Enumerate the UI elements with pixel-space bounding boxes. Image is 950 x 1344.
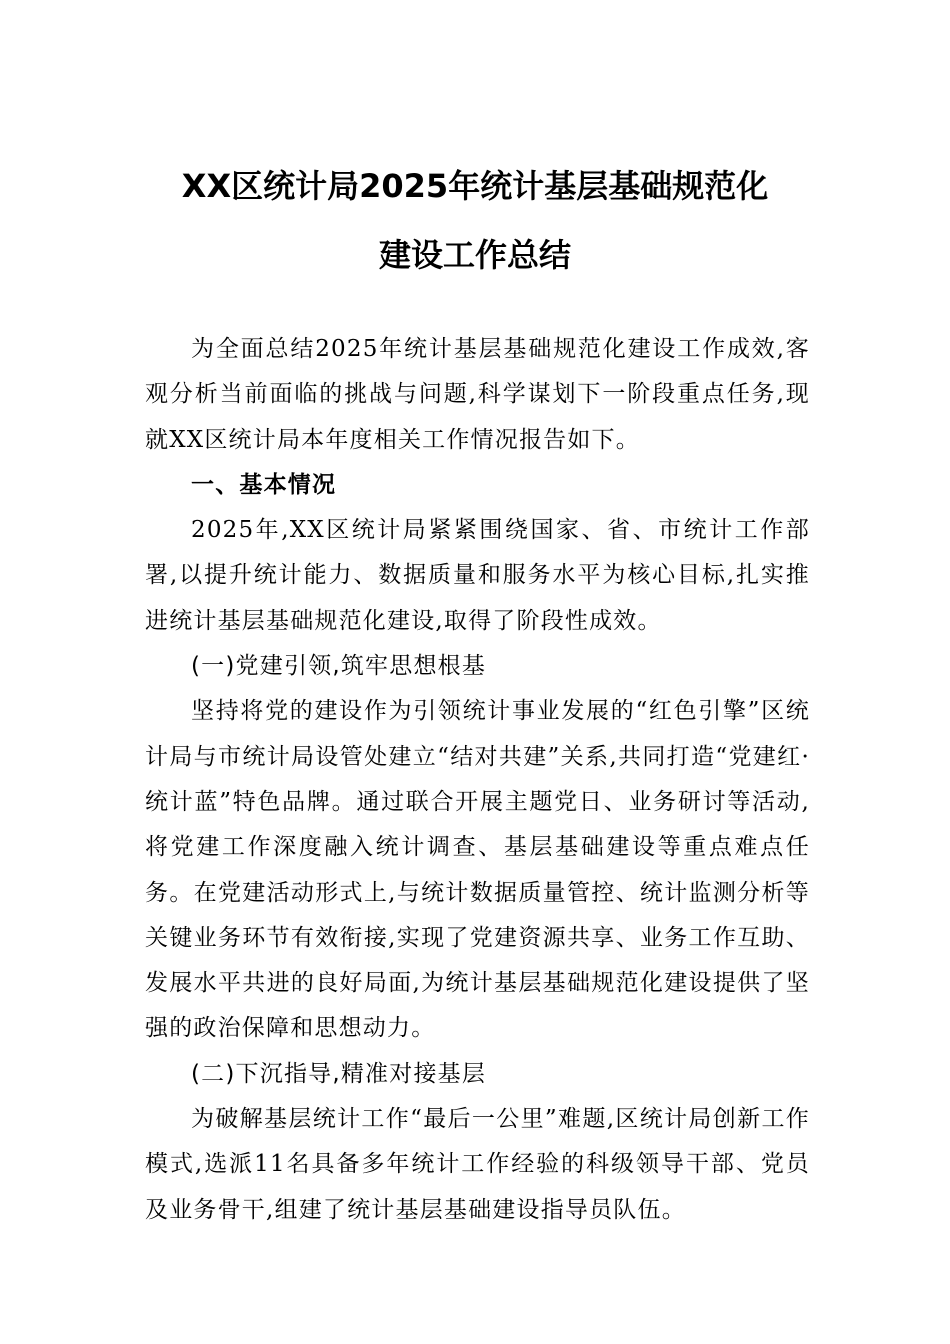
body-paragraph: 为破解基层统计工作“最后一公里”难题,区统计局创新工作模式,选派11名具备多年统计工作经验的科级领导干部、党员及业务骨干,组建了统计基层基础建设指导员队伍。 bbox=[145, 1106, 810, 1223]
document-title-line-1: XX区统计局2025年统计基层基础规范化 bbox=[181, 167, 769, 205]
document-body bbox=[145, 327, 810, 1233]
subsection-heading: (二)下沉指导,精准对接基层 bbox=[191, 1060, 487, 1087]
document-title-line-2: 建设工作总结 bbox=[378, 236, 571, 274]
subsection-heading: (一)党建引领,筑牢思想根基 bbox=[191, 653, 487, 680]
intro-paragraph: 为全面总结2025年统计基层基础规范化建设工作成效,客观分析当前面临的挑战与问题,科学谋划下一阶段重点任务,现就XX区统计局本年度相关工作情况报告如下。 bbox=[145, 336, 810, 453]
body-paragraph: 2025年,XX区统计局紧紧围绕国家、省、市统计工作部署,以提升统计能力、数据质量和服务水平为核心目标,扎实推进统计基层基础规范化建设,取得了阶段性成效。 bbox=[145, 517, 810, 634]
body-paragraph: 坚持将党的建设作为引领统计事业发展的“红色引擎”区统计局与市统计局设管处建立“结对共建”关系,共同打造“党建红·统计蓝”特色品牌。通过联合开展主题党日、业务研讨等活动,将党建工作深度融入统计调查、基层基础建设等重点难点任务。在党建活动形式上,与统计数据质量管控、统计监测分析等关键业务环节有效衔接,实现了党建资源共享、业务工作互助、发展水平共进的良好局面,为统计基层基础规范化建设提供了坚强的政治保障和思想动力。 bbox=[145, 698, 810, 1042]
section-heading: 一、基本情况 bbox=[191, 471, 337, 498]
